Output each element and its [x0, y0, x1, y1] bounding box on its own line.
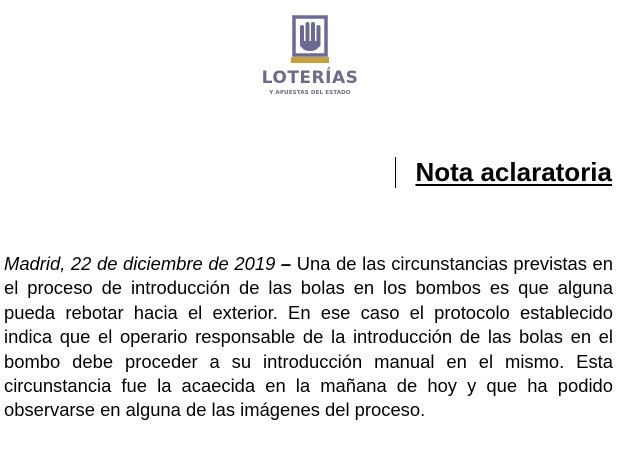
logo-wordmark: LOTERÍAS: [261, 68, 359, 88]
page-title: Nota aclaratoria: [415, 157, 612, 187]
logo-subtitle: Y APUESTAS DEL ESTADO: [269, 90, 351, 96]
dateline: Madrid, 22 de diciembre de 2019: [4, 253, 276, 274]
dateline-separator: –: [280, 253, 292, 274]
hand-emblem-icon: [288, 14, 332, 66]
body-paragraph: [4, 252, 613, 423]
text-cursor: [395, 157, 396, 188]
loterias-logo: [248, 14, 372, 100]
body-text: Una de las circunstancias previstas en el proceso de introducción de las bolas en los bombos es que alguna pueda rebotar hacia el exterior. En ese caso el protocolo establecido indica que el operario responsable de la introducción de las bolas en el bombo debe proceder a su introducción manual en el mismo. Esta circunstancia fue la acaecida en la mañana de hoy y que ha podido observarse en alguna de las imágenes del proceso.: [4, 253, 613, 421]
